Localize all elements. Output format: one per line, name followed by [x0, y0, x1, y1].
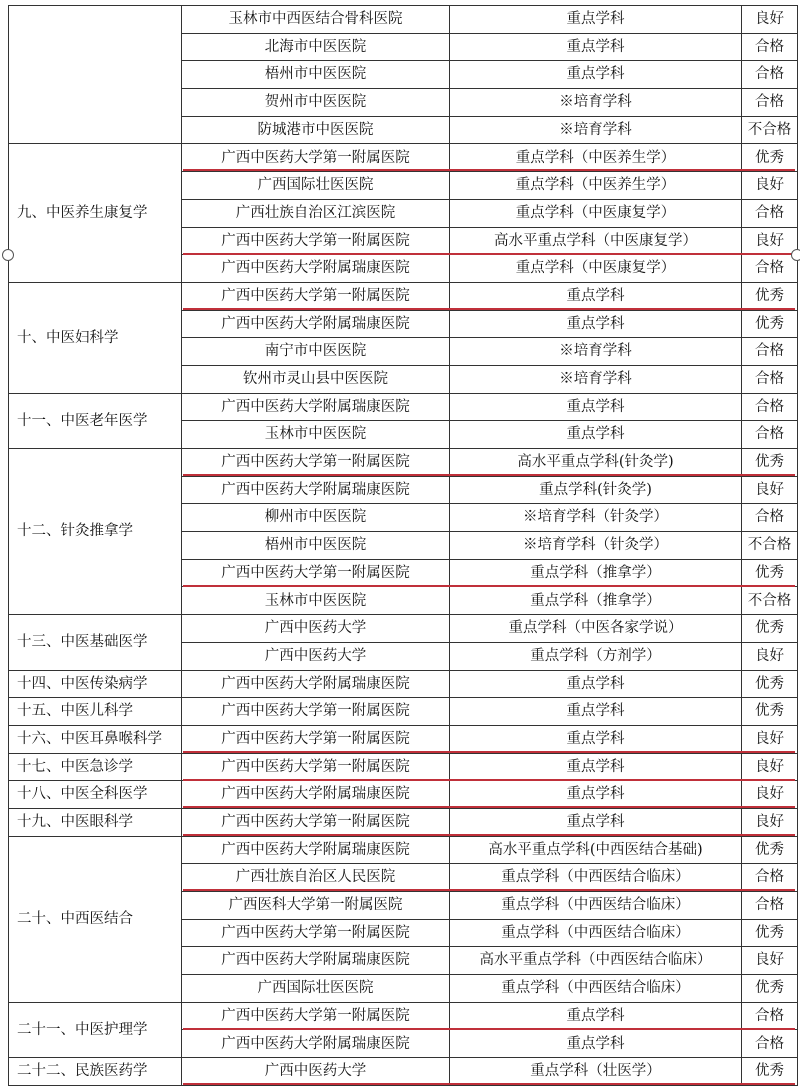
discipline-cell: 重点学科 — [450, 753, 742, 781]
discipline-cell: 重点学科 — [450, 808, 742, 836]
hospital-cell: 南宁市中医医院 — [182, 338, 450, 366]
discipline-cell: 重点学科(针灸学) — [450, 476, 742, 504]
discipline-cell: 高水平重点学科(中西医结合基础) — [450, 836, 742, 864]
discipline-cell: ※培育学科 — [450, 89, 742, 117]
table-row — [9, 781, 798, 809]
red-underline — [183, 169, 795, 171]
grade-cell: 优秀 — [742, 559, 798, 587]
discipline-cell: ※培育学科（针灸学） — [450, 504, 742, 532]
hospital-cell: 玉林市中西医结合骨科医院 — [182, 6, 450, 34]
hospital-cell: 钦州市灵山县中医医院 — [182, 365, 450, 393]
table-row — [9, 144, 798, 172]
red-underline — [183, 1028, 795, 1030]
discipline-cell: 重点学科 — [450, 61, 742, 89]
section-name-cell: 十二、针灸推拿学 — [9, 449, 182, 615]
hospital-cell: 广西中医药大学第一附属医院 — [182, 227, 450, 255]
grade-cell: 良好 — [742, 172, 798, 200]
section-name-cell: 十三、中医基础医学 — [9, 615, 182, 670]
grade-cell: 合格 — [742, 1030, 798, 1058]
grade-cell: 优秀 — [742, 1058, 798, 1086]
table-row — [9, 615, 798, 643]
hospital-cell: 广西中医药大学第一附属医院 — [182, 449, 450, 477]
discipline-cell: ※培育学科 — [450, 365, 742, 393]
hospital-cell: 广西中医药大学第一附属医院 — [182, 144, 450, 172]
hospital-cell: 梧州市中医医院 — [182, 61, 450, 89]
discipline-cell: 重点学科（中西医结合临床） — [450, 975, 742, 1003]
discipline-cell: 重点学科（中西医结合临床） — [450, 919, 742, 947]
grade-cell: 优秀 — [742, 919, 798, 947]
grade-cell: 优秀 — [742, 670, 798, 698]
section-name-cell: 二十、中西医结合 — [9, 836, 182, 1002]
hospital-cell: 广西中医药大学第一附属医院 — [182, 559, 450, 587]
discipline-cell: 重点学科（方剂学） — [450, 642, 742, 670]
grade-cell: 不合格 — [742, 116, 798, 144]
grade-cell: 合格 — [742, 892, 798, 920]
red-underline — [183, 585, 795, 587]
grade-cell: 优秀 — [742, 449, 798, 477]
hospital-cell: 梧州市中医医院 — [182, 532, 450, 560]
grade-cell: 良好 — [742, 725, 798, 753]
discipline-cell: 重点学科（中医康复学） — [450, 255, 742, 283]
table-row — [9, 1002, 798, 1030]
discipline-cell: 重点学科 — [450, 310, 742, 338]
grade-cell: 良好 — [742, 781, 798, 809]
discipline-cell: 重点学科 — [450, 6, 742, 34]
discipline-cell: 高水平重点学科(针灸学) — [450, 449, 742, 477]
grade-cell: 合格 — [742, 89, 798, 117]
grade-cell: 合格 — [742, 199, 798, 227]
table-row — [9, 393, 798, 421]
section-name-cell: 十六、中医耳鼻喉科学 — [9, 725, 182, 753]
red-underline — [183, 834, 795, 836]
red-underline — [183, 806, 795, 808]
hospital-cell: 广西中医药大学附属瑞康医院 — [182, 670, 450, 698]
hospital-cell: 广西中医药大学附属瑞康医院 — [182, 310, 450, 338]
hospital-cell: 广西医科大学第一附属医院 — [182, 892, 450, 920]
grade-cell: 合格 — [742, 365, 798, 393]
red-underline — [183, 308, 795, 310]
section-name-cell — [9, 6, 182, 144]
grade-cell: 合格 — [742, 504, 798, 532]
hospital-cell: 广西中医药大学第一附属医院 — [182, 725, 450, 753]
hospital-cell: 广西壮族自治区江滨医院 — [182, 199, 450, 227]
section-name-cell: 十一、中医老年医学 — [9, 393, 182, 448]
section-name-cell: 十七、中医急诊学 — [9, 753, 182, 781]
section-name-cell: 二十一、中医护理学 — [9, 1002, 182, 1057]
grade-cell: 良好 — [742, 476, 798, 504]
discipline-cell: 高水平重点学科（中医康复学） — [450, 227, 742, 255]
discipline-cell: ※培育学科（针灸学） — [450, 532, 742, 560]
discipline-cell: 重点学科（中医养生学） — [450, 144, 742, 172]
grade-cell: 良好 — [742, 227, 798, 255]
discipline-cell: ※培育学科 — [450, 116, 742, 144]
hospital-cell: 防城港市中医医院 — [182, 116, 450, 144]
discipline-cell: 重点学科 — [450, 421, 742, 449]
grade-cell: 优秀 — [742, 144, 798, 172]
hospital-cell: 广西中医药大学附属瑞康医院 — [182, 836, 450, 864]
table-row — [9, 836, 798, 864]
section-name-cell: 十四、中医传染病学 — [9, 670, 182, 698]
hospital-cell: 柳州市中医医院 — [182, 504, 450, 532]
discipline-cell: 重点学科（壮医学） — [450, 1058, 742, 1086]
discipline-cell: 高水平重点学科（中西医结合临床） — [450, 947, 742, 975]
grade-cell: 优秀 — [742, 975, 798, 1003]
selection-handle-icon — [791, 249, 800, 261]
grade-cell: 良好 — [742, 947, 798, 975]
grade-cell: 良好 — [742, 6, 798, 34]
hospital-cell: 广西中医药大学第一附属医院 — [182, 753, 450, 781]
table-row — [9, 670, 798, 698]
document-page — [8, 5, 798, 1086]
discipline-cell: 重点学科 — [450, 1002, 742, 1030]
red-underline — [183, 779, 795, 781]
section-name-cell: 十九、中医眼科学 — [9, 808, 182, 836]
discipline-cell: 重点学科 — [450, 698, 742, 726]
grade-cell: 合格 — [742, 421, 798, 449]
hospital-cell: 广西中医药大学附属瑞康医院 — [182, 476, 450, 504]
table-row — [9, 753, 798, 781]
section-name-cell: 九、中医养生康复学 — [9, 144, 182, 282]
hospital-cell: 广西中医药大学附属瑞康医院 — [182, 255, 450, 283]
discipline-cell: 重点学科 — [450, 1030, 742, 1058]
hospital-cell: 广西国际壮医医院 — [182, 172, 450, 200]
selection-handle-icon — [2, 249, 14, 261]
grade-cell: 不合格 — [742, 532, 798, 560]
hospital-cell: 玉林市中医医院 — [182, 587, 450, 615]
table-row — [9, 6, 798, 34]
hospital-cell: 广西中医药大学第一附属医院 — [182, 282, 450, 310]
hospital-cell: 广西中医药大学 — [182, 642, 450, 670]
hospital-cell: 广西中医药大学第一附属医院 — [182, 919, 450, 947]
table-row — [9, 698, 798, 726]
red-underline — [183, 751, 795, 753]
hospital-cell: 北海市中医医院 — [182, 33, 450, 61]
section-name-cell: 十八、中医全科医学 — [9, 781, 182, 809]
hospital-cell: 广西中医药大学第一附属医院 — [182, 808, 450, 836]
hospital-cell: 玉林市中医医院 — [182, 421, 450, 449]
discipline-evaluation-table — [8, 5, 798, 1086]
table-row — [9, 1058, 798, 1086]
discipline-cell: 重点学科 — [450, 781, 742, 809]
discipline-cell: 重点学科 — [450, 393, 742, 421]
red-underline — [183, 474, 795, 476]
hospital-cell: 广西国际壮医医院 — [182, 975, 450, 1003]
hospital-cell: 广西中医药大学第一附属医院 — [182, 698, 450, 726]
table-row — [9, 725, 798, 753]
discipline-cell: 重点学科（中医各家学说） — [450, 615, 742, 643]
table-row — [9, 282, 798, 310]
grade-cell: 合格 — [742, 255, 798, 283]
grade-cell: 优秀 — [742, 615, 798, 643]
grade-cell: 良好 — [742, 642, 798, 670]
red-underline — [183, 889, 795, 891]
red-underline — [183, 253, 795, 255]
hospital-cell: 广西中医药大学附属瑞康医院 — [182, 393, 450, 421]
hospital-cell: 广西中医药大学第一附属医院 — [182, 1002, 450, 1030]
red-underline — [183, 1083, 795, 1085]
grade-cell: 合格 — [742, 864, 798, 892]
discipline-cell: 重点学科 — [450, 33, 742, 61]
grade-cell: 优秀 — [742, 698, 798, 726]
discipline-cell: 重点学科（推拿学） — [450, 587, 742, 615]
discipline-cell: 重点学科（中医养生学） — [450, 172, 742, 200]
discipline-cell: 重点学科（中西医结合临床） — [450, 864, 742, 892]
hospital-cell: 广西中医药大学 — [182, 615, 450, 643]
discipline-cell: 重点学科 — [450, 725, 742, 753]
discipline-cell: 重点学科（中医康复学） — [450, 199, 742, 227]
discipline-cell: 重点学科 — [450, 670, 742, 698]
table-row — [9, 808, 798, 836]
section-name-cell: 二十二、民族医药学 — [9, 1058, 182, 1086]
grade-cell: 良好 — [742, 808, 798, 836]
table-row — [9, 449, 798, 477]
grade-cell: 合格 — [742, 393, 798, 421]
hospital-cell: 广西壮族自治区人民医院 — [182, 864, 450, 892]
hospital-cell: 贺州市中医医院 — [182, 89, 450, 117]
grade-cell: 优秀 — [742, 836, 798, 864]
hospital-cell: 广西中医药大学 — [182, 1058, 450, 1086]
grade-cell: 合格 — [742, 1002, 798, 1030]
hospital-cell: 广西中医药大学附属瑞康医院 — [182, 1030, 450, 1058]
discipline-cell: 重点学科（中西医结合临床） — [450, 892, 742, 920]
grade-cell: 合格 — [742, 61, 798, 89]
discipline-cell: 重点学科（推拿学） — [450, 559, 742, 587]
hospital-cell: 广西中医药大学附属瑞康医院 — [182, 947, 450, 975]
section-name-cell: 十、中医妇科学 — [9, 282, 182, 393]
grade-cell: 合格 — [742, 33, 798, 61]
hospital-cell: 广西中医药大学附属瑞康医院 — [182, 781, 450, 809]
discipline-cell: 重点学科 — [450, 282, 742, 310]
section-name-cell: 十五、中医儿科学 — [9, 698, 182, 726]
discipline-cell: ※培育学科 — [450, 338, 742, 366]
grade-cell: 优秀 — [742, 310, 798, 338]
grade-cell: 优秀 — [742, 282, 798, 310]
grade-cell: 合格 — [742, 338, 798, 366]
grade-cell: 良好 — [742, 753, 798, 781]
grade-cell: 不合格 — [742, 587, 798, 615]
